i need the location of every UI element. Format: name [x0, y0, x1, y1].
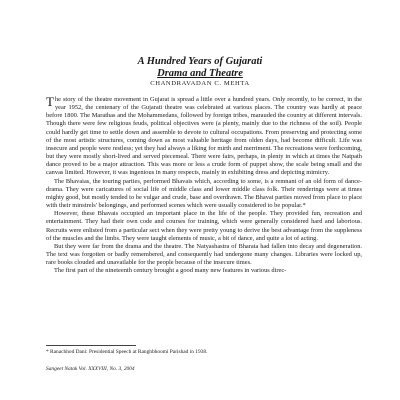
paragraph-3: However, these Bhavais occupied an important place in the life of the people. They provided fun, recreation and entertainment. They had their own code and courses for training, which were generally considered hard and laborious. Recruits were enlisted from a particular sect when they were pretty young to derive the best advantage from the suppleness of the muscles and the limbs. They were taught elements of music, a bit of dance, and quite a lot of acting. — [46, 210, 362, 242]
paragraph-1: The story of the theatre movement in Gujarat is spread a little over a hundred years. Only recently, to be correct, in the year 1952, the centenary of the Gujarati theatre was celebrated at various places. The country was hardly at peace before 1800. The Marathas and the Mohammedans, followed by foreign tribes, marauded the country at different intervals. Though there were few religious feuds, political objectives were (a plenty, mainly due to the richness of the soil). People could hardly get time to settle down and assemble to devote to cultural occupations. From preserving and protecting some of the most artistic structures, coming down as most valuable heritage from olden days, had become difficult. Life was insecure and people were restless; yet they had always a liking for mirth and merriment. The recreations were forthcoming, but they were mostly short-lived and served piecemeal. There were fairs, perhaps, in plenty in which at times the Natpath dance proved to be a major attraction. This was more or less a crude form of puppet show, the scale being small and the canvas limited. However, it was ingenious in many respects, mainly in exhibiting dress and depicting mimicry. — [46, 94, 362, 177]
paragraph-2: The Bhavaias, the touring parties, performed Bhavais which, according to some, is a remnant of an old form of dance-drama. They were caricatures of social life of middle class and lower middle class folk. Their renderings were at times mighty good, but mostly tended to be vulgar and crude, base and overdrawn. The Bhavai parties moved from place to place with their minstrels' belongings, and performed scenes which were usually considered to be popular.* — [46, 177, 362, 210]
paragraph-4: But they were far from the drama and the theatre. The Natyashastra of Bharata had fallen into decay and degeneration. The text was forgotten or badly remembered, and consequently had undergone many changes. Libraries were locked up, rare books clouded and unavailable for the people because of the insecure times. — [46, 242, 362, 267]
article-body — [46, 96, 362, 275]
article-author: CHANDRAVADAN C. MEHTA — [150, 80, 250, 87]
journal-citation: Sangeet Natak Vol. XXXVIII, No. 3, 2004 — [46, 366, 135, 372]
footnote-divider — [46, 345, 136, 346]
article-title-line-2: Drama and Theatre — [157, 68, 243, 79]
article-title-line-1: A Hundred Years of Gujarati — [137, 56, 263, 67]
paragraph-5: The first part of the nineteenth century brought a good many new features in various direc- — [54, 267, 287, 275]
footnote: * Ranachhod Dani: Presidential Speech at Ranghbhoomi Parishad in 1938. — [46, 349, 208, 355]
